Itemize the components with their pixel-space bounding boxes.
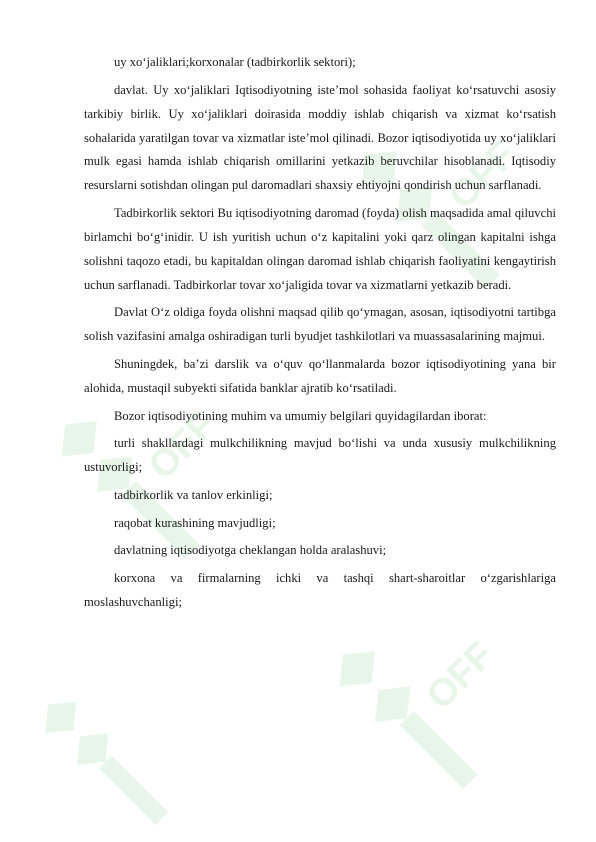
- list-item: tadbirkorlik va tanlov erkinligi;: [114, 487, 273, 502]
- paragraph: Shuningdek, ba’zi darslik va o‘quv qo‘llanmalarda bozor iqtisodiyotining yana bir alohida, mustaqil subyekti sifatida banklar ajratib ko‘rsatiladi.: [84, 357, 556, 395]
- watermark-text: OFF: [418, 634, 503, 718]
- paragraph: davlat. Uy xo‘jaliklari Iqtisodiyotning iste’mol sohasida faoliyat ko‘rsatuvchi asosiy tarkibiy birlik. Uy xo‘jaliklari doirasida moddiy ishlab chiqarish va xizmat ko‘rsatish sohalarida yaratilgan tovar va xizmatlar iste’mol qilinadi. Bozor iqtisodiyotida uy xo‘jaliklari mulk egasi hamda ishlab chiqarish omillarini yetkazib beruvchilar hisoblanadi. Iqtisodiy resurslarni sotishdan olingan pul daromadlari shaxsiy ehtiyojni qondirish uchun sarflanadi.: [84, 82, 556, 193]
- paragraph: Tadbirkorlik sektori Bu iqtisodiyotning daromad (foyda) olish maqsadida amal qiluvchi birlamchi bo‘g‘inidir. U ish yuritish uchun o‘z kapitalini yoki qarz olingan kapitalni ishga solishni taqozo etadi, bu kapitaldan olingan daromad ishlab chiqarish faoliyatini kengaytirish uchun sarflanadi. Tadbirkorlar tovar xo‘jaligida tovar va xizmatlarni yetkazib beradi.: [84, 206, 556, 292]
- watermark-logo-icon: [48, 640, 198, 840]
- list-item: davlatning iqtisodiyotga cheklangan holda aralashuvi;: [114, 543, 387, 558]
- watermark-text: OFF: [440, 134, 525, 218]
- list-item: turli shakllardagi mulkchilikning mavjud bo‘lishi va unda xususiy mulkchilikning ustuvorligi;: [84, 436, 556, 475]
- paragraph: Bozor iqtisodiyotining muhim va umumiy belgilari quyidagilardan iborat:: [114, 408, 487, 423]
- paragraph: uy xo‘jaliklari;korxonalar (tadbirkorlik sektori);: [114, 55, 356, 69]
- list-item: korxona va firmalarning ichki va tashqi shart-sharoitlar o‘zgarishlariga moslashuvchanligi;: [84, 571, 556, 609]
- watermark-bottom-left: [48, 640, 198, 840]
- list-item: raqobat kurashining mavjudligi;: [114, 515, 276, 530]
- document-body: [84, 51, 556, 615]
- watermark-text: OFF: [140, 404, 225, 488]
- paragraph: Davlat O‘z oldiga foyda olishni maqsad qilib qo‘ymagan, asosan, iqtisodiyotni tartibga solish vazifasini amalga oshiradigan turli byudjet tashkilotlari va muassasalarining majmui.: [84, 305, 556, 344]
